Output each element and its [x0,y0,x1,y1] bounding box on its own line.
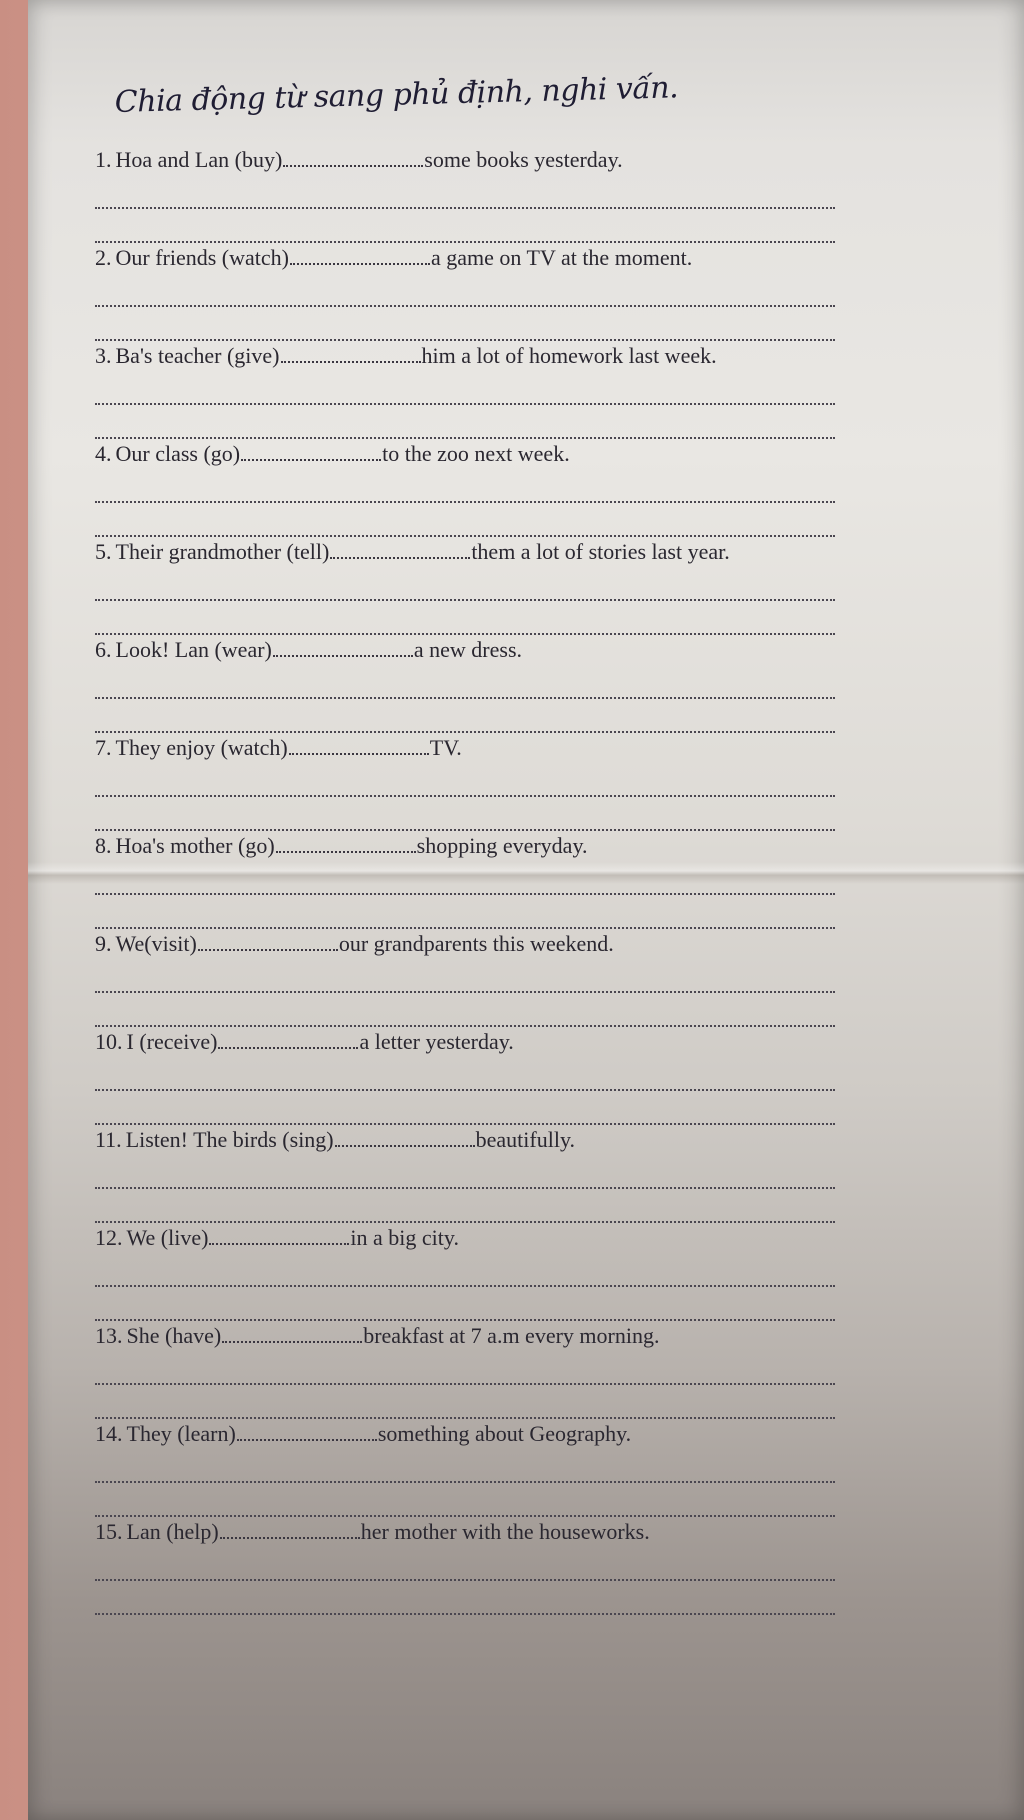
fill-in-blank[interactable] [241,441,381,461]
fill-in-blank[interactable] [335,1127,475,1147]
exercise-number: 1. [95,147,112,172]
exercise-prompt: Lan (help) [126,1519,219,1544]
exercise-item [95,929,835,1027]
fill-in-blank[interactable] [283,147,423,167]
exercise-continuation: something about Geography. [377,1421,632,1446]
exercise-prompt: Ba's teacher (give) [115,343,280,368]
exercise-sentence [95,145,835,175]
exercise-number: 7. [95,735,112,760]
fill-in-blank[interactable] [281,343,421,363]
fill-in-blank[interactable] [220,1519,360,1539]
negative-answer-line[interactable] [95,989,835,993]
exercise-item [95,341,835,439]
fill-in-blank[interactable] [198,931,338,951]
exercise-continuation: beautifully. [475,1127,576,1152]
exercise-prompt: Our class (go) [115,441,241,466]
exercise-sentence [95,635,835,665]
exercise-continuation: to the zoo next week. [382,441,570,466]
exercise-item [95,439,835,537]
exercise-prompt: We(visit) [115,931,197,956]
negative-answer-line[interactable] [95,891,835,895]
exercise-sentence [95,733,835,763]
exercise-number: 11. [95,1127,122,1152]
exercise-item [95,1223,835,1321]
negative-answer-line[interactable] [95,1185,835,1189]
exercise-sentence [95,341,835,371]
exercise-continuation: some books yesterday. [424,147,623,172]
exercise-number: 13. [95,1323,123,1348]
exercise-continuation: them a lot of stories last year. [471,539,730,564]
exercise-sentence [95,439,835,469]
exercise-prompt: Listen! The birds (sing) [125,1127,334,1152]
exercise-item [95,1027,835,1125]
exercise-prompt: Hoa's mother (go) [115,833,275,858]
exercise-item [95,1125,835,1223]
negative-answer-line[interactable] [95,303,835,307]
fill-in-blank[interactable] [330,539,470,559]
exercise-item [95,831,835,929]
exercise-prompt: They (learn) [126,1421,236,1446]
exercise-number: 15. [95,1519,123,1544]
exercise-sentence [95,1027,835,1057]
exercise-item [95,243,835,341]
negative-answer-line[interactable] [95,1479,835,1483]
exercise-number: 14. [95,1421,123,1446]
exercise-number: 9. [95,931,112,956]
fill-in-blank[interactable] [218,1029,358,1049]
fill-in-blank[interactable] [276,833,416,853]
exercise-number: 2. [95,245,112,270]
exercise-continuation: her mother with the houseworks. [360,1519,650,1544]
exercise-continuation: shopping everyday. [416,833,588,858]
exercise-continuation: in a big city. [350,1225,459,1250]
exercise-prompt: Their grandmother (tell) [115,539,330,564]
exercise-continuation: TV. [429,735,462,760]
exercise-item [95,1517,835,1615]
exercise-item [95,537,835,635]
exercise-number: 3. [95,343,112,368]
exercise-item [95,145,835,243]
negative-answer-line[interactable] [95,793,835,797]
worksheet-heading: Chia động từ sang phủ định, nghi vấn. [114,70,679,120]
exercise-item [95,1321,835,1419]
exercise-continuation: a game on TV at the moment. [431,245,693,270]
exercise-continuation: a letter yesterday. [359,1029,514,1054]
exercise-prompt: She (have) [126,1323,222,1348]
exercise-sentence [95,1125,835,1155]
exercise-item [95,733,835,831]
exercise-prompt: They enjoy (watch) [115,735,288,760]
exercise-sentence [95,1223,835,1253]
worksheet [95,70,835,1615]
negative-answer-line[interactable] [95,695,835,699]
exercise-continuation: our grandparents this weekend. [338,931,614,956]
negative-answer-line[interactable] [95,401,835,405]
exercise-prompt: I (receive) [126,1029,218,1054]
negative-answer-line[interactable] [95,1381,835,1385]
fill-in-blank[interactable] [209,1225,349,1245]
exercise-prompt: We (live) [126,1225,209,1250]
exercise-sentence [95,1321,835,1351]
exercise-prompt: Our friends (watch) [115,245,289,270]
exercise-continuation: a new dress. [413,637,523,662]
fill-in-blank[interactable] [289,735,429,755]
exercise-sentence [95,831,835,861]
negative-answer-line[interactable] [95,499,835,503]
negative-answer-line[interactable] [95,1283,835,1287]
exercise-prompt: Look! Lan (wear) [115,637,272,662]
exercise-sentence [95,243,835,273]
question-answer-line[interactable] [95,1611,835,1615]
exercise-continuation: breakfast at 7 a.m every morning. [363,1323,660,1348]
negative-answer-line[interactable] [95,597,835,601]
fill-in-blank[interactable] [222,1323,362,1343]
exercise-number: 5. [95,539,112,564]
fill-in-blank[interactable] [237,1421,377,1441]
negative-answer-line[interactable] [95,1087,835,1091]
exercise-sentence [95,537,835,567]
exercise-sentence [95,1419,835,1449]
fill-in-blank[interactable] [273,637,413,657]
exercise-continuation: him a lot of homework last week. [421,343,717,368]
exercise-number: 8. [95,833,112,858]
exercise-item [95,1419,835,1517]
exercise-list [95,145,835,1615]
exercise-number: 4. [95,441,112,466]
exercise-item [95,635,835,733]
exercise-prompt: Hoa and Lan (buy) [115,147,283,172]
exercise-number: 12. [95,1225,123,1250]
fill-in-blank[interactable] [290,245,430,265]
exercise-number: 6. [95,637,112,662]
exercise-sentence [95,929,835,959]
negative-answer-line[interactable] [95,1577,835,1581]
negative-answer-line[interactable] [95,205,835,209]
exercise-sentence [95,1517,835,1547]
exercise-number: 10. [95,1029,123,1054]
